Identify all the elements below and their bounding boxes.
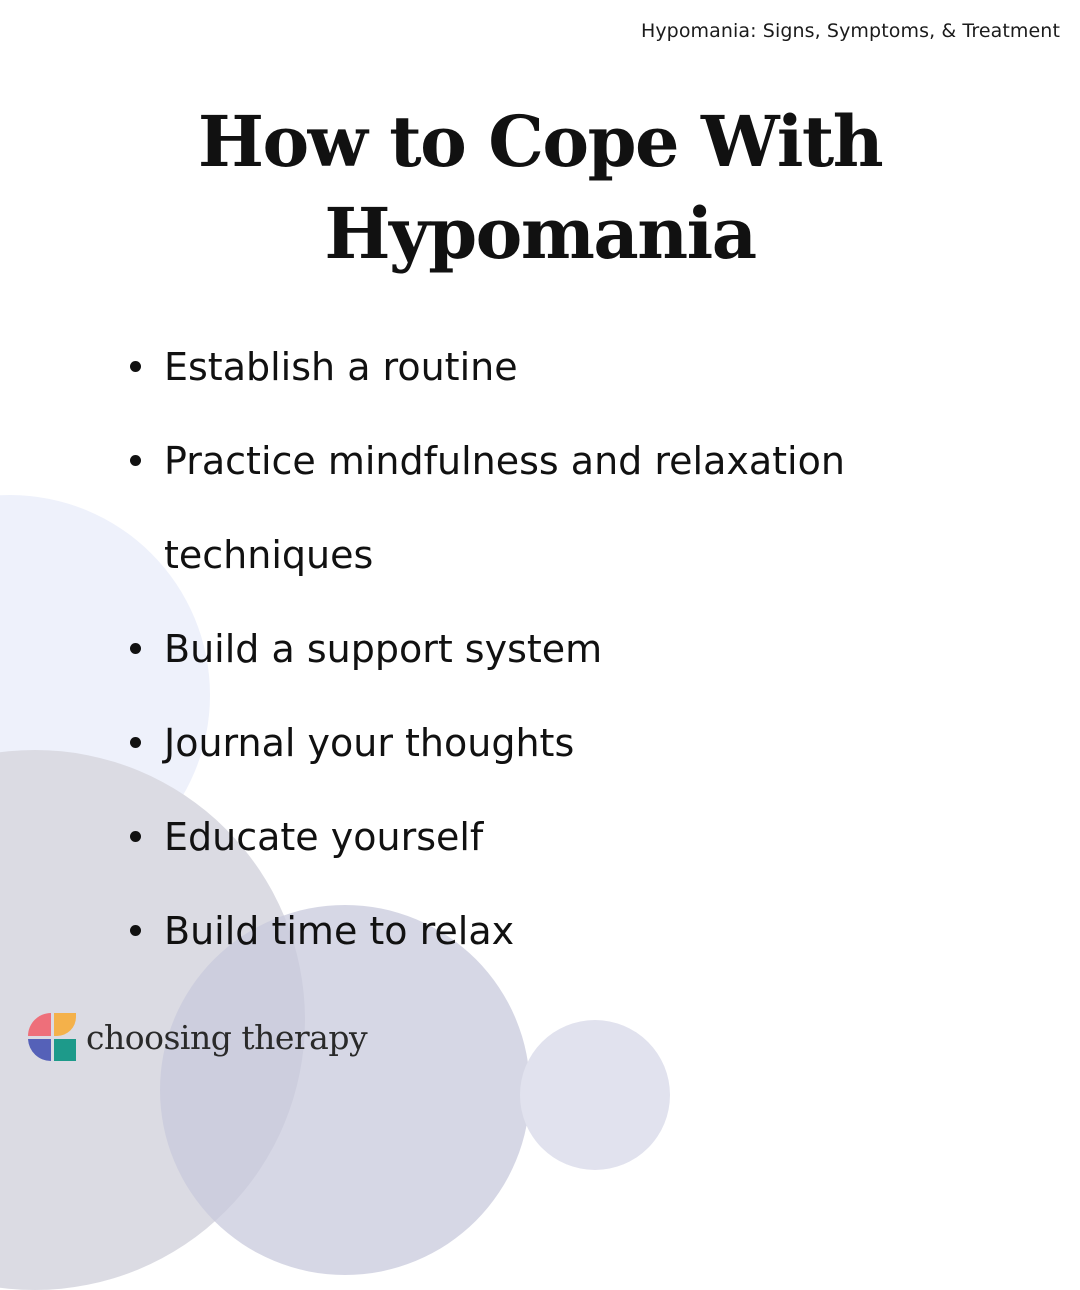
list-item-text: Journal your thoughts bbox=[164, 721, 575, 765]
list-item-text: Educate yourself bbox=[164, 815, 484, 859]
brand-footer bbox=[28, 1012, 367, 1062]
list-item bbox=[130, 320, 890, 414]
list-item-text: Build a support system bbox=[164, 627, 603, 671]
page-title bbox=[0, 96, 1080, 280]
article-caption: Hypomania: Signs, Symptoms, & Treatment bbox=[640, 20, 1060, 42]
page-title-line-2: Hypomania bbox=[324, 192, 756, 275]
brand-name: choosing therapy bbox=[86, 1017, 368, 1057]
bullet-icon bbox=[130, 925, 141, 936]
list-item-text: Build time to relax bbox=[164, 909, 515, 953]
background-circle-small bbox=[520, 1020, 670, 1170]
list-item bbox=[130, 790, 890, 884]
list-item-text: Establish a routine bbox=[164, 345, 518, 389]
list-item-continuation bbox=[130, 508, 890, 602]
page-title-line-1: How to Cope With bbox=[197, 100, 883, 183]
bullet-icon bbox=[130, 737, 141, 748]
list-item bbox=[130, 414, 890, 508]
list-item bbox=[130, 602, 890, 696]
bullet-icon bbox=[130, 455, 141, 466]
list-item bbox=[130, 884, 890, 978]
list-item-text: Practice mindfulness and relaxation bbox=[164, 439, 845, 483]
choosing-therapy-logo-icon bbox=[28, 1013, 76, 1061]
bullet-icon bbox=[130, 831, 141, 842]
coping-tips-list bbox=[130, 320, 890, 978]
bullet-icon bbox=[130, 643, 141, 654]
list-item-text: techniques bbox=[164, 533, 374, 577]
bullet-icon bbox=[130, 361, 141, 372]
list-item bbox=[130, 696, 890, 790]
